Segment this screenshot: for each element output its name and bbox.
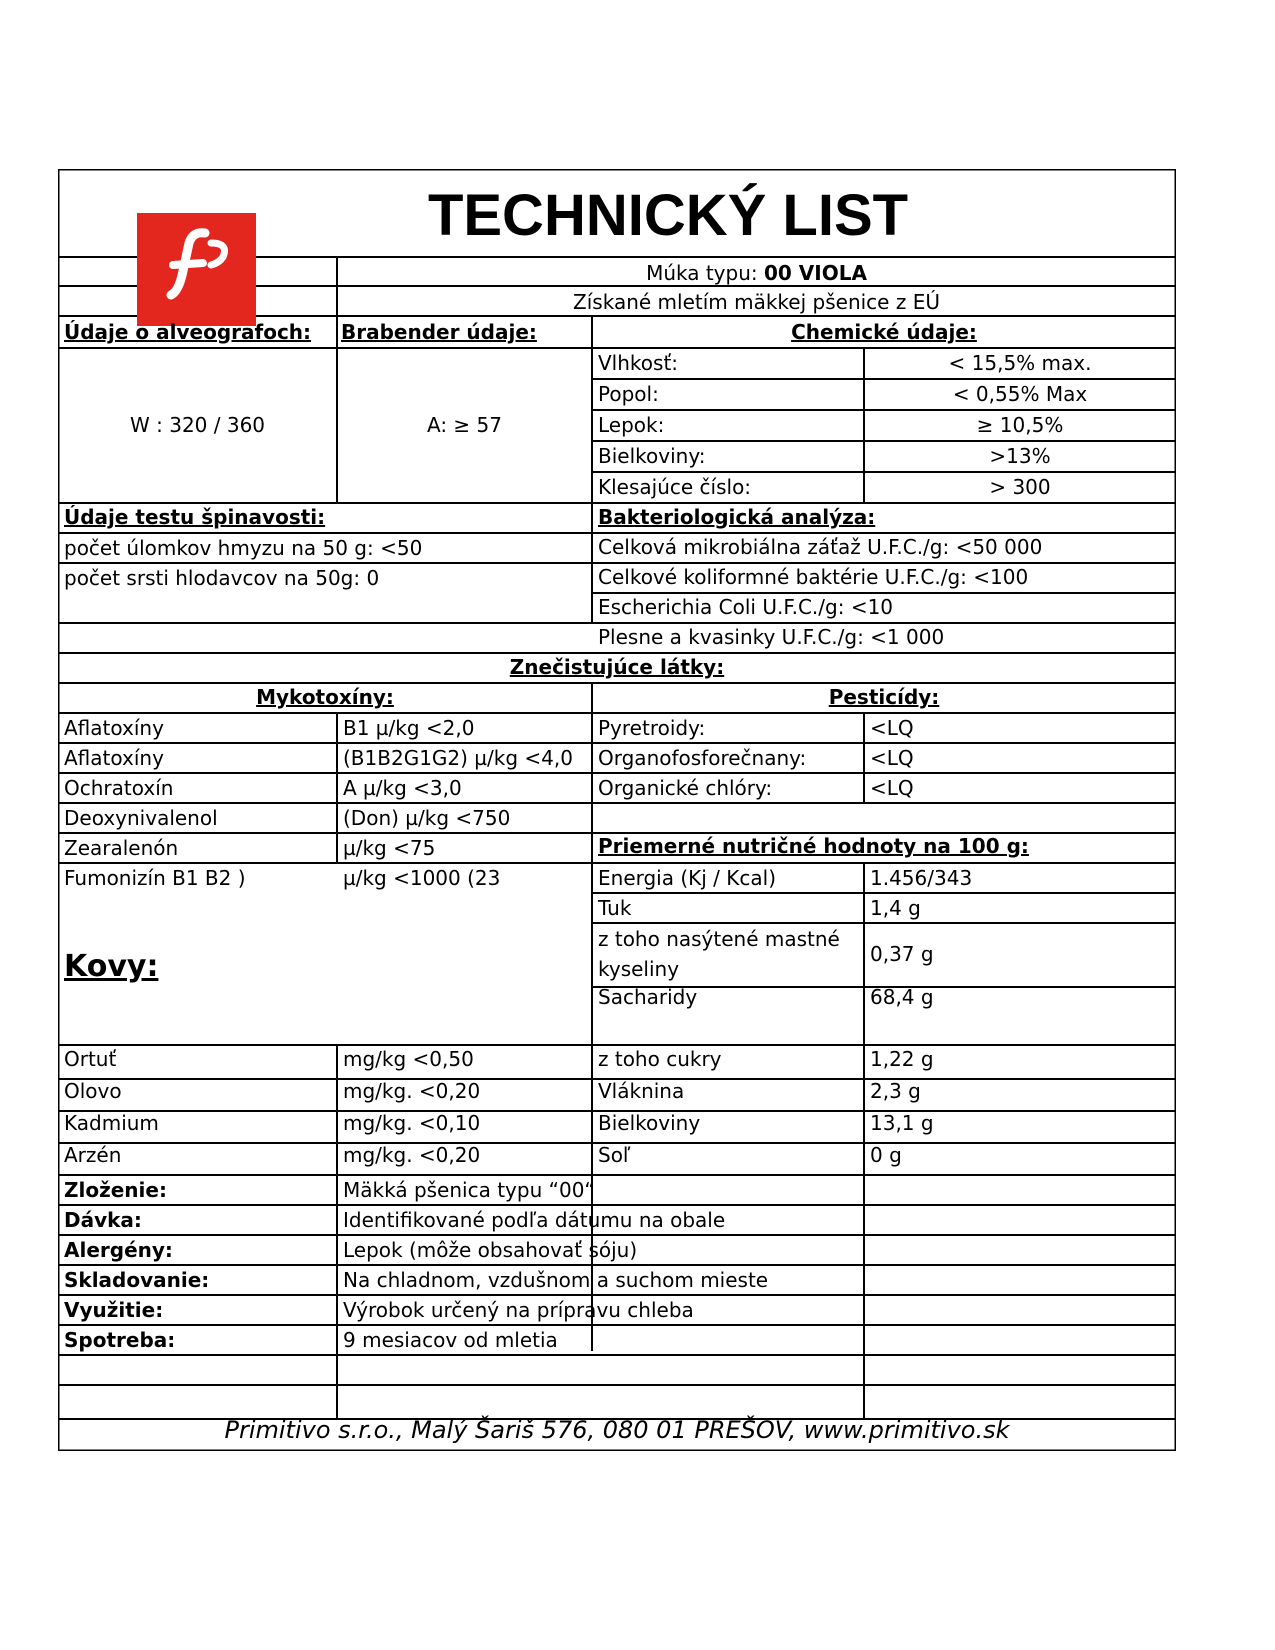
mycotoxins-heading: Mykotoxíny: xyxy=(256,685,394,709)
info-label: Využitie: xyxy=(64,1298,164,1322)
alveograph-value: W : 320 / 360 xyxy=(129,413,266,437)
primitivo-f-logo-icon xyxy=(137,213,256,326)
mycotoxin-value: µ/kg <75 xyxy=(343,836,436,860)
info-value: Mäkká pšenica typu “00“ xyxy=(343,1178,595,1202)
nutrition-label: z toho cukry xyxy=(598,1047,722,1071)
chemical-value: < 0,55% Max xyxy=(952,382,1088,406)
mycotoxin-value: (B1B2G1G2) µ/kg <4,0 xyxy=(343,746,573,770)
metal-value: mg/kg. <0,20 xyxy=(343,1143,481,1167)
metal-label: Kadmium xyxy=(64,1111,159,1135)
chemical-value: < 15,5% max. xyxy=(948,351,1092,375)
chemical-label: Bielkoviny: xyxy=(598,444,706,468)
info-value: 9 mesiacov od mletia xyxy=(343,1328,558,1352)
info-label: Dávka: xyxy=(64,1208,142,1232)
pesticide-value: <LQ xyxy=(870,776,914,800)
nutrition-value: 2,3 g xyxy=(870,1079,921,1103)
mycotoxin-label: Fumonizín B1 B2 ) xyxy=(64,866,246,890)
metal-label: Arzén xyxy=(64,1143,122,1167)
bacteriology-row: Celkové koliformné baktérie U.F.C./g: <100 xyxy=(598,565,1029,589)
dirt-test-row: počet úlomkov hmyzu na 50 g: <50 xyxy=(64,536,423,560)
nutrition-label: z toho nasýtené mastné xyxy=(598,927,840,951)
bacteriology-row: Escherichia Coli U.F.C./g: <10 xyxy=(598,595,894,619)
nutrition-value: 1.456/343 xyxy=(870,866,973,890)
mycotoxin-label: Deoxynivalenol xyxy=(64,806,218,830)
mycotoxin-label: Ochratoxín xyxy=(64,776,174,800)
pesticides-heading: Pesticídy: xyxy=(828,685,940,709)
nutrition-label: Soľ xyxy=(598,1143,631,1167)
technical-sheet xyxy=(58,169,1176,1451)
brabender-value: A: ≥ 57 xyxy=(427,413,502,437)
pesticide-label: Pyretroidy: xyxy=(598,716,706,740)
nutrition-value: 68,4 g xyxy=(870,985,934,1009)
dirt-test-row: počet srsti hlodavcov na 50g: 0 xyxy=(64,566,380,590)
product-type xyxy=(337,261,1176,285)
pesticide-label: Organofosforečnany: xyxy=(598,746,807,770)
pesticide-value: <LQ xyxy=(870,716,914,740)
product-name: 00 VIOLA xyxy=(763,261,867,285)
mycotoxin-value: B1 µ/kg <2,0 xyxy=(343,716,475,740)
chemical-label: Lepok: xyxy=(598,413,665,437)
chemical-label: Vlhkosť: xyxy=(598,351,679,375)
mycotoxin-label: Aflatoxíny xyxy=(64,716,164,740)
nutrition-label: kyseliny xyxy=(598,957,680,981)
nutrition-value: 1,22 g xyxy=(870,1047,934,1071)
mycotoxin-value: A µ/kg <3,0 xyxy=(343,776,462,800)
pesticide-value: <LQ xyxy=(870,746,914,770)
page-title: TECHNICKÝ LIST xyxy=(427,183,909,248)
bacteriology-row: Celková mikrobiálna záťaž U.F.C./g: <50 000 xyxy=(598,535,1043,559)
info-label: Alergény: xyxy=(64,1238,173,1262)
nutrition-label: Sacharidy xyxy=(598,985,698,1009)
metal-label: Olovo xyxy=(64,1079,122,1103)
mycotoxin-value: (Don) µ/kg <750 xyxy=(343,806,511,830)
info-value: Lepok (môže obsahovať sóju) xyxy=(343,1238,638,1262)
product-subtitle: Získané mletím mäkkej pšenice z EÚ xyxy=(573,290,940,314)
nutrition-value: 0 g xyxy=(870,1143,902,1167)
info-value: Výrobok určený na prípravu chleba xyxy=(343,1298,694,1322)
metal-value: mg/kg <0,50 xyxy=(343,1047,474,1071)
chemical-value: ≥ 10,5% xyxy=(976,413,1064,437)
chemical-value: >13% xyxy=(989,444,1051,468)
contaminants-heading: Znečistujúce látky: xyxy=(509,655,725,679)
bacteriology-heading: Bakteriologická analýza: xyxy=(598,505,876,529)
nutrition-value: 13,1 g xyxy=(870,1111,934,1135)
mycotoxin-label: Zearalenón xyxy=(64,836,179,860)
info-label: Spotreba: xyxy=(64,1328,176,1352)
chemical-value: > 300 xyxy=(989,475,1051,499)
nutrition-value: 1,4 g xyxy=(870,896,921,920)
metals-heading: Kovy: xyxy=(64,949,159,984)
brabender-heading: Brabender údaje: xyxy=(341,320,537,344)
pesticide-label: Organické chlóry: xyxy=(598,776,773,800)
mycotoxin-label: Aflatoxíny xyxy=(64,746,164,770)
nutrition-label: Energia (Kj / Kcal) xyxy=(598,866,777,890)
alveograph-heading: Údaje o alveografoch: xyxy=(64,320,312,344)
nutrition-label: Tuk xyxy=(598,896,632,920)
chemical-label: Popol: xyxy=(598,382,659,406)
nutrition-label: Vláknina xyxy=(598,1079,685,1103)
chemical-heading: Chemické údaje: xyxy=(791,320,977,344)
nutrition-heading: Priemerné nutričné hodnoty na 100 g: xyxy=(598,834,1029,858)
mycotoxin-value: µ/kg <1000 (23 xyxy=(343,866,501,890)
nutrition-label: Bielkoviny xyxy=(598,1111,701,1135)
info-label: Skladovanie: xyxy=(64,1268,210,1292)
dirt-test-heading: Údaje testu špinavosti: xyxy=(64,505,326,529)
metal-value: mg/kg. <0,20 xyxy=(343,1079,481,1103)
metal-label: Ortuť xyxy=(64,1047,117,1071)
footer-address: Primitivo s.r.o., Malý Šariš 576, 080 01 PREŠOV, www.primitivo.sk xyxy=(224,1416,1010,1444)
info-label: Zloženie: xyxy=(64,1178,167,1202)
bacteriology-row: Plesne a kvasinky U.F.C./g: <1 000 xyxy=(598,625,945,649)
nutrition-value: 0,37 g xyxy=(870,942,934,966)
info-value: Identifikované podľa dátumu na obale xyxy=(343,1208,726,1232)
metal-value: mg/kg. <0,10 xyxy=(343,1111,481,1135)
info-value: Na chladnom, vzdušnom a suchom mieste xyxy=(343,1268,769,1292)
product-type-prefix: Múka typu: xyxy=(646,261,764,285)
chemical-label: Klesajúce číslo: xyxy=(598,475,752,499)
